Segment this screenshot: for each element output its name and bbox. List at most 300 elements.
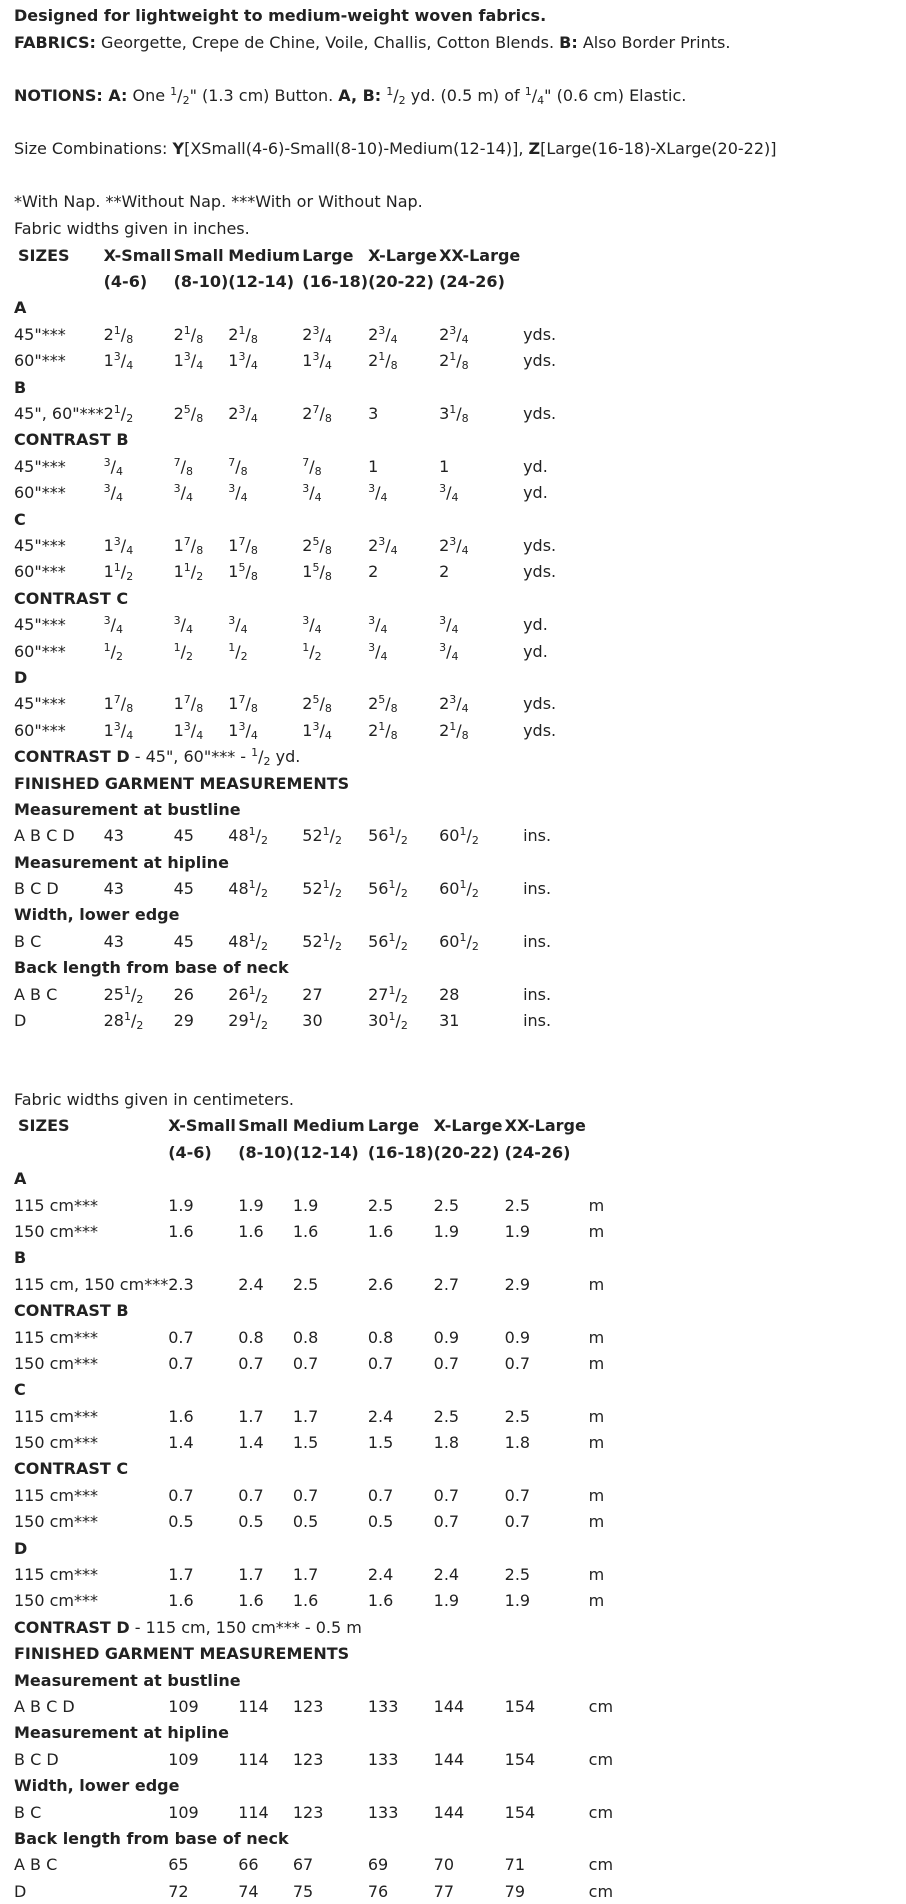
fraction-numerator: 3 (238, 350, 246, 364)
fraction-numerator: 7 (183, 534, 191, 548)
fabric-width-label: 45", 60"*** (14, 404, 104, 424)
yardage-cell (505, 1482, 589, 1508)
fraction-denominator: 8 (324, 570, 332, 584)
fabric-width-label: A B C (14, 984, 58, 1004)
cell-value: 0.9 (433, 1327, 460, 1347)
unit-label: yds. (523, 351, 557, 371)
fraction-denominator: 4 (390, 332, 398, 346)
yardage-cell (104, 928, 174, 954)
section-heading-row (14, 955, 583, 981)
cell-value: 74 (238, 1881, 259, 1901)
fabric-width-label: 115 cm*** (14, 1327, 99, 1347)
fraction-denominator: 4 (116, 623, 123, 637)
table-row (14, 453, 583, 479)
fraction-numerator: 1 (173, 640, 181, 654)
yardage-cell (434, 1218, 505, 1244)
unit-label: ins. (523, 984, 552, 1004)
notions-text: One (127, 86, 171, 105)
unit-label: yds. (523, 562, 557, 582)
contrast-d-note-row (14, 1614, 649, 1640)
whole-number: 1 (302, 720, 313, 740)
yardage-cell: $1^3/_4$ (103, 719, 134, 742)
table-row (14, 1403, 649, 1429)
fraction-numerator: 1 (113, 323, 121, 337)
fabric-width-label: 60"*** (14, 483, 66, 503)
unit-label: yds. (523, 404, 557, 424)
cell-value: 0.7 (367, 1353, 394, 1373)
fraction-denominator: 4 (380, 623, 388, 637)
fraction-numerator: 7 (302, 455, 310, 469)
yardage-cell: $2^5/_8$ (302, 693, 332, 716)
fraction-denominator: 2 (182, 94, 190, 107)
yardage-cell: $^3/_4$ (173, 482, 193, 505)
fraction-denominator: 8 (186, 464, 193, 478)
yardage-cell (368, 1350, 434, 1376)
yardage-cell (293, 1271, 368, 1297)
cell-value: 79 (504, 1881, 526, 1901)
section-heading: Measurement at bustline (14, 1670, 241, 1690)
pattern-back-page (14, 0, 894, 1904)
section-heading: CONTRAST B (14, 430, 129, 450)
fabric-width-label: 45"*** (14, 324, 66, 344)
fabric-width-label: 60"*** (14, 720, 66, 740)
size-name: X-Large (368, 245, 437, 265)
yardage-cell: $60^1/_2$ (439, 878, 479, 901)
fraction-denominator: 2 (136, 1019, 144, 1033)
fraction-denominator: 8 (250, 543, 258, 557)
yardage-cell (238, 1482, 293, 1508)
section-heading-row (14, 664, 583, 690)
size-name: Medium (228, 245, 301, 265)
cell-value: 3 (368, 404, 379, 424)
table-row (14, 1007, 583, 1033)
unit-label: m (588, 1327, 605, 1347)
yardage-cell: $1^3/_4$ (103, 534, 134, 557)
cell-value: 1 (439, 456, 450, 476)
yardage-cell (168, 1271, 238, 1297)
yardage-cell (505, 1852, 589, 1878)
yardage-cell (293, 1561, 368, 1587)
section-heading-row (14, 1245, 649, 1271)
yardage-cell (439, 559, 523, 585)
unit-label: ins. (523, 931, 552, 951)
fabric-width-label: 115 cm*** (14, 1565, 99, 1585)
section-heading-row (14, 1166, 649, 1192)
cell-value: 69 (367, 1855, 389, 1875)
cell-value: 123 (292, 1697, 324, 1716)
yardage-cell: $60^1/_2$ (439, 825, 479, 848)
cell-value: 0.7 (168, 1327, 194, 1347)
cell-value: 1.9 (433, 1221, 460, 1241)
yardage-cell (434, 1192, 505, 1218)
whole-number: 2 (439, 324, 450, 344)
yardage-cell (434, 1588, 505, 1614)
cell-value: 1.4 (238, 1433, 264, 1453)
yardage-cell: $1^3/_4$ (228, 719, 258, 742)
yardage-cell (293, 1588, 368, 1614)
yardage-cell: $52^1/_2$ (302, 930, 343, 953)
fraction-numerator: 1 (378, 350, 386, 364)
yardage-cell (505, 1746, 589, 1772)
fraction-denominator: 8 (390, 702, 398, 716)
cell-value: 2.5 (367, 1195, 394, 1215)
cell-value: 2.7 (433, 1274, 460, 1294)
fabric-width-label: A B C (14, 1855, 58, 1875)
whole-number: 2 (368, 535, 379, 555)
fabric-width-label: D (14, 1881, 27, 1901)
yardage-cell (439, 453, 523, 479)
fabric-width-label: 115 cm, 150 cm*** (14, 1274, 169, 1294)
whole-number: 52 (302, 879, 323, 899)
section-heading-row (14, 902, 583, 928)
whole-number: 52 (302, 931, 323, 951)
fabric-width-label: B C D (14, 879, 59, 899)
fraction-denominator: 4 (250, 412, 258, 426)
yardage-cell (238, 1429, 293, 1455)
fraction-denominator: 2 (400, 1019, 408, 1033)
fraction-denominator: 8 (324, 412, 332, 426)
yardage-cell (368, 559, 439, 585)
cell-value: 0.7 (504, 1353, 531, 1373)
fabrics-b-text: Also Border Prints. (577, 33, 731, 52)
fabric-width-label: 45"*** (14, 456, 66, 476)
fraction-numerator: 5 (312, 534, 320, 548)
yardage-cell (168, 1403, 238, 1429)
yardage-cell (434, 1271, 505, 1297)
section-heading-row (14, 1772, 649, 1798)
yardage-cell: $2^3/_4$ (439, 693, 469, 716)
section-heading-row (14, 374, 583, 400)
cell-value: 66 (238, 1855, 259, 1875)
size-combination-z-label: Z (528, 139, 541, 158)
fraction-numerator: 1 (183, 323, 191, 337)
notions-label: NOTIONS: A: (14, 86, 128, 105)
cell-value: 123 (292, 1749, 324, 1769)
fraction-denominator: 2 (400, 834, 408, 848)
whole-number: 2 (368, 324, 379, 344)
yardage-cell (238, 1852, 293, 1878)
cell-value: 109 (168, 1802, 199, 1822)
inches-caption: Fabric widths given in inches. (14, 219, 250, 238)
whole-number: 2 (173, 324, 184, 344)
section-heading: Back length from base of neck (14, 958, 289, 978)
yardage-cell (368, 1509, 434, 1535)
cell-value: 0.7 (433, 1485, 460, 1505)
cell-value: 1.9 (504, 1591, 531, 1611)
fraction-numerator: 7 (173, 455, 181, 469)
fraction-numerator: 3 (312, 323, 320, 337)
table-row (14, 400, 583, 426)
contrast-d-note (14, 743, 583, 769)
size-name: Small (173, 245, 224, 265)
fraction-numerator: 3 (103, 614, 111, 628)
yardage-cell (168, 1852, 238, 1878)
cell-value: 144 (433, 1749, 465, 1769)
yardage-cell: $^1/_2$ (103, 640, 123, 663)
fraction-denominator: 4 (116, 464, 123, 478)
cell-value: 71 (504, 1855, 526, 1875)
fabric-width-label: 45"*** (14, 615, 66, 635)
table-row (14, 1561, 649, 1587)
yardage-table-centimeters (14, 1113, 649, 1904)
cell-value: 43 (103, 931, 124, 951)
fraction-denominator: 8 (250, 570, 258, 584)
whole-number: 2 (439, 720, 450, 740)
fabric-width-label: 60"*** (14, 641, 66, 661)
fraction-numerator: 1 (248, 1010, 256, 1024)
size-name: X-Small (168, 1116, 236, 1136)
fraction-numerator: 1 (228, 640, 236, 654)
cell-value: 1 (368, 456, 379, 476)
fraction-denominator: 2 (400, 939, 408, 953)
fraction-numerator: 3 (378, 323, 386, 337)
yardage-cell: $1^3/_4$ (302, 719, 332, 742)
cell-value: 1.6 (238, 1591, 264, 1611)
yardage-cell: $2^1/_8$ (173, 323, 204, 346)
yardage-cell (238, 1324, 293, 1350)
fraction-numerator: 7 (238, 534, 246, 548)
sizes-heading: SIZES (18, 245, 70, 265)
yardage-cell: $^3/_4$ (173, 614, 193, 637)
yardage-cell: $29^1/_2$ (228, 1010, 269, 1033)
fraction-denominator: 8 (250, 702, 258, 716)
section-heading-row (14, 427, 583, 453)
cell-value: 109 (168, 1697, 199, 1716)
whole-number: 1 (302, 562, 313, 582)
section-heading: Back length from base of neck (14, 1828, 289, 1848)
fraction-numerator: 1 (322, 878, 330, 892)
cell-value: 114 (238, 1749, 269, 1769)
size-range: (24-26) (439, 272, 505, 292)
yardage-cell (368, 1799, 434, 1825)
cell-value: 1.8 (433, 1433, 460, 1453)
contrast-d-note-row (14, 743, 583, 769)
note-label: CONTRAST D (14, 747, 130, 767)
unit-label: cm (588, 1697, 614, 1716)
section-heading: CONTRAST B (14, 1301, 129, 1321)
cell-value: 0.9 (504, 1327, 531, 1347)
fraction-numerator: 3 (368, 640, 376, 654)
cell-value: 2.4 (238, 1274, 264, 1294)
section-heading-row (14, 1456, 649, 1482)
yardage-cell (434, 1324, 505, 1350)
cell-value: 1.6 (292, 1591, 319, 1611)
yardage-cell (293, 1192, 368, 1218)
yardage-cell (368, 1218, 434, 1244)
unit-label: cm (588, 1749, 614, 1769)
yardage-cell: $56^1/_2$ (368, 930, 408, 953)
cell-value: 1.9 (504, 1221, 531, 1241)
fraction-numerator: 1 (449, 403, 457, 417)
yardage-cell (168, 1482, 238, 1508)
fraction-denominator: 4 (461, 702, 469, 716)
cell-value: 0.8 (238, 1327, 264, 1347)
whole-number: 1 (228, 694, 239, 714)
cell-value: 0.7 (433, 1512, 460, 1532)
fraction-denominator: 8 (314, 464, 322, 478)
yardage-cell (174, 875, 229, 901)
table-row (14, 1509, 649, 1535)
yardage-cell: $^3/_4$ (103, 482, 123, 505)
cell-value: 31 (439, 1011, 460, 1031)
section-heading: A (14, 1169, 27, 1189)
fraction-numerator: 1 (248, 825, 256, 839)
fraction-denominator: 8 (196, 332, 204, 346)
cell-value: 0.7 (504, 1485, 531, 1505)
fraction-numerator: 3 (368, 614, 376, 628)
cell-value: 67 (292, 1855, 314, 1875)
cell-value: 2.5 (504, 1565, 531, 1585)
fraction-numerator: 1 (123, 983, 131, 997)
fraction-numerator: 7 (312, 403, 320, 417)
fraction-numerator: 1 (238, 323, 246, 337)
whole-number: 2 (103, 324, 114, 344)
unit-label: yd. (523, 456, 548, 476)
yardage-cell: $2^3/_4$ (439, 323, 469, 346)
yardage-cell: $52^1/_2$ (302, 878, 343, 901)
yardage-cell (434, 1482, 505, 1508)
yardage-cell (293, 1693, 368, 1719)
yardage-cell (293, 1482, 368, 1508)
yardage-cell: $2^3/_4$ (302, 323, 332, 346)
fraction-denominator: 4 (324, 728, 332, 742)
yardage-cell (168, 1192, 238, 1218)
unit-label: cm (588, 1881, 614, 1901)
unit-label: yd. (523, 483, 548, 503)
notions-line: NOTIONS: A: One $^1/_2$" (1.3 cm) Button. A, B: $^1/_2$ yd. (0.5 m) of $^1/_4$" (0.6 cm) Elastic. (14, 85, 687, 107)
cell-value: 0.5 (367, 1512, 394, 1532)
whole-number: 48 (228, 931, 249, 951)
section-heading-row (14, 770, 583, 796)
unit-label: m (588, 1591, 605, 1611)
cell-value: 133 (367, 1749, 399, 1769)
yardage-cell (238, 1350, 293, 1376)
whole-number: 28 (103, 1011, 124, 1031)
cell-value: 27 (302, 984, 323, 1004)
fraction-numerator: 3 (439, 482, 447, 496)
cell-value: 1.9 (433, 1591, 460, 1611)
fraction-numerator: 3 (228, 614, 236, 628)
cell-value: 154 (504, 1697, 536, 1716)
cell-value: 2 (368, 562, 379, 582)
note-label: CONTRAST D (14, 1617, 130, 1637)
whole-number: 2 (439, 694, 450, 714)
yardage-cell: $^3/_4$ (368, 640, 388, 663)
cell-value: 123 (292, 1802, 324, 1822)
fabric-width-label: 60"*** (14, 562, 66, 582)
cell-value: 1.9 (292, 1195, 319, 1215)
fabric-width-label: 150 cm*** (14, 1221, 99, 1241)
fraction-denominator: 8 (390, 728, 398, 742)
cell-value: 2.4 (433, 1565, 460, 1585)
fraction-numerator: 1 (388, 930, 396, 944)
note-unit: yd. (270, 747, 301, 767)
yardage-cell (168, 1429, 238, 1455)
yardage-cell (434, 1799, 505, 1825)
yardage-cell: $48^1/_2$ (228, 878, 269, 901)
yardage-cell (238, 1509, 293, 1535)
yardage-cell (104, 875, 174, 901)
fraction-numerator: 1 (322, 930, 330, 944)
fraction-numerator: 1 (388, 825, 396, 839)
yardage-cell (368, 1878, 434, 1904)
yardage-cell (293, 1799, 368, 1825)
cell-value: 75 (292, 1881, 314, 1901)
yardage-cell: $25^1/_2$ (103, 983, 144, 1006)
whole-number: 60 (439, 879, 460, 899)
cell-value: 26 (173, 984, 194, 1004)
whole-number: 1 (228, 351, 239, 371)
yardage-cell: $1^3/_4$ (103, 350, 134, 373)
whole-number: 2 (302, 694, 313, 714)
fraction-numerator: 5 (378, 693, 386, 707)
cell-value: 28 (439, 984, 460, 1004)
fraction-denominator: 2 (261, 939, 269, 953)
yardage-cell: $1^1/_2$ (173, 561, 204, 584)
fraction-denominator: 8 (240, 464, 248, 478)
cell-value: 1.7 (238, 1406, 264, 1426)
whole-number: 2 (228, 404, 239, 424)
fraction-denominator: 2 (398, 94, 406, 107)
note-text: - 115 cm, 150 cm*** - 0.5 m (129, 1617, 362, 1637)
cell-value: 2.4 (367, 1565, 394, 1585)
cell-value: 144 (433, 1697, 465, 1716)
whole-number: 60 (439, 826, 460, 846)
fraction-denominator: 4 (451, 649, 459, 663)
size-name: Large (367, 1116, 420, 1136)
size-name: Large (302, 245, 354, 265)
yardage-cell: $1^7/_8$ (173, 693, 204, 716)
size-combinations-label: Size Combinations: (14, 139, 173, 158)
section-heading: Measurement at hipline (14, 1723, 229, 1743)
yardage-cell: $28^1/_2$ (103, 1010, 144, 1033)
fabric-width-label: 150 cm*** (14, 1353, 99, 1373)
fraction-denominator: 4 (196, 359, 204, 373)
table-row (14, 559, 583, 585)
table-row (14, 1192, 649, 1218)
yardage-cell: $56^1/_2$ (368, 878, 408, 901)
fraction-numerator: 3 (439, 640, 447, 654)
yardage-cell (238, 1403, 293, 1429)
cell-value: 0.7 (433, 1353, 460, 1373)
table-row (14, 480, 583, 506)
yardage-cell: $26^1/_2$ (228, 983, 269, 1006)
fraction-denominator: 2 (116, 649, 123, 663)
fraction-denominator: 8 (324, 702, 332, 716)
yardage-cell (293, 1324, 368, 1350)
yardage-cell (293, 1403, 368, 1429)
fraction-numerator: 1 (459, 825, 467, 839)
section-heading-row (14, 1377, 649, 1403)
yardage-cell (238, 1192, 293, 1218)
yardage-cell (505, 1403, 589, 1429)
fabric-width-label: 150 cm*** (14, 1433, 99, 1453)
yardage-cell (238, 1271, 293, 1297)
yardage-cell: $^3/_4$ (103, 455, 123, 478)
yardage-cell: $2^5/_8$ (173, 403, 204, 426)
whole-number: 1 (173, 694, 184, 714)
yardage-cell: $60^1/_2$ (439, 930, 479, 953)
whole-number: 1 (173, 562, 184, 582)
yardage-cell: $2^1/_8$ (439, 350, 469, 373)
size-range: (20-22) (368, 272, 434, 292)
yardage-cell (505, 1271, 589, 1297)
fraction-numerator: 1 (524, 85, 532, 98)
fraction-numerator: 1 (248, 878, 256, 892)
yardage-cell: $52^1/_2$ (302, 825, 343, 848)
nap-note: *With Nap. **Without Nap. ***With or Without Nap. (14, 192, 423, 211)
fraction-numerator: 1 (388, 1010, 396, 1024)
